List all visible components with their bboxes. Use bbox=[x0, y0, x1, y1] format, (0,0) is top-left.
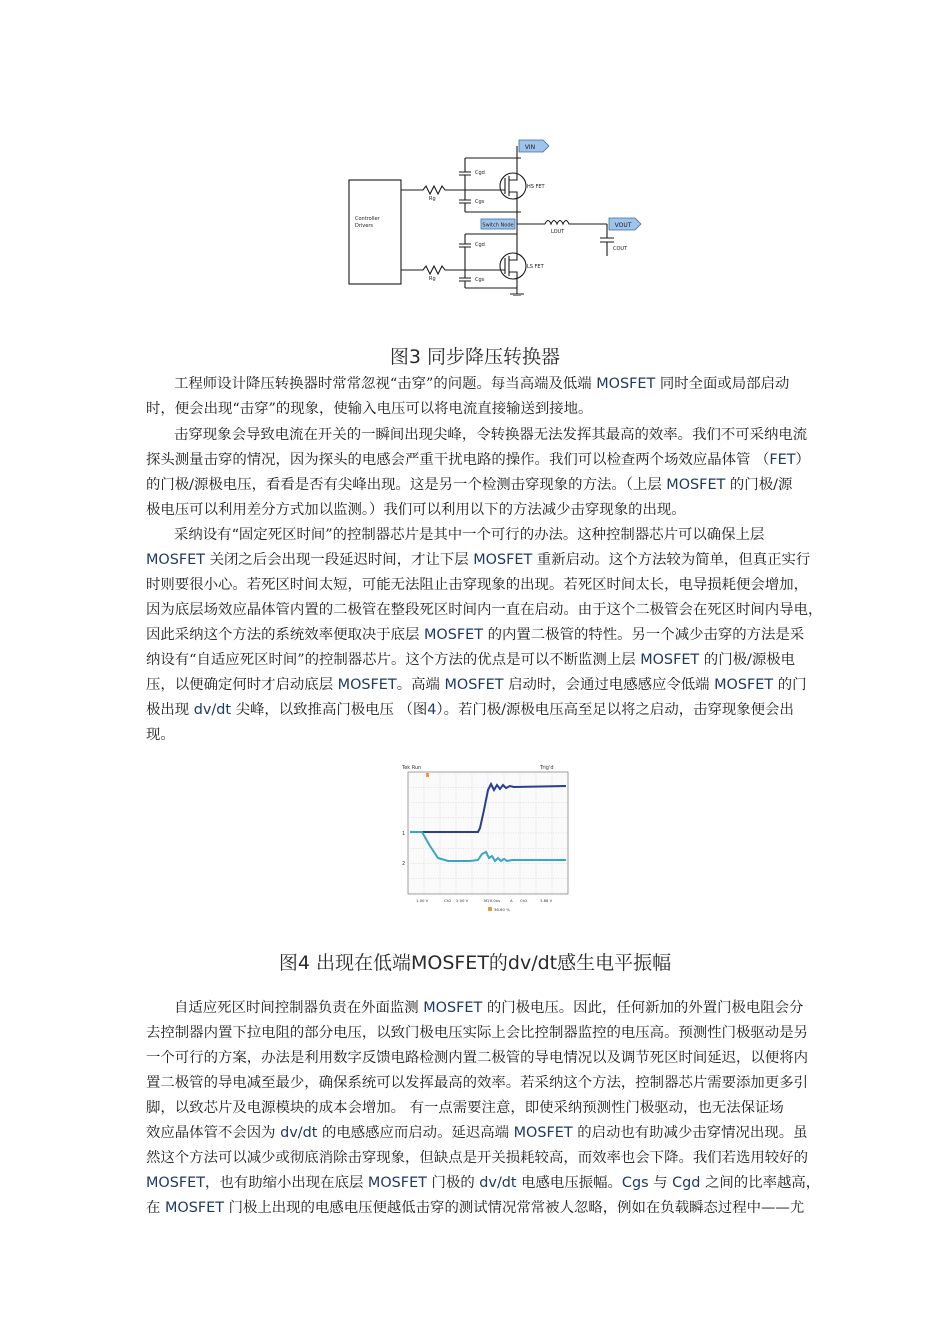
controller-box bbox=[349, 180, 401, 284]
scope-header-left: Tek Run bbox=[402, 765, 422, 771]
scope-footer-item: A bbox=[510, 898, 513, 903]
text-line bbox=[146, 1171, 821, 1196]
text-line bbox=[146, 1046, 812, 1071]
lout-label: LOUT bbox=[551, 229, 565, 235]
buck-converter-schematic bbox=[345, 136, 645, 296]
text-run: 电感电压振幅。 bbox=[516, 1175, 622, 1191]
scope-footer-item: 3.88 V bbox=[540, 898, 553, 903]
text-run: 因为底层场效应晶体管内置的二极管在整段死区时间内一直在启动。由于这个二极管会在死区时间内导电， bbox=[146, 602, 823, 618]
trigger-readout: 36.60 % bbox=[494, 907, 510, 912]
rg-hs-label: Rg bbox=[429, 196, 436, 202]
text-run: 探头测量击穿的情况，因为探头的电感会严重干扰电路的操作。我们可以检查两个场效应晶体管 （ bbox=[146, 452, 770, 468]
text-run: ，也有助缩小出现在底层 bbox=[205, 1175, 368, 1191]
text-run: 工程师设计降压转换器时常常忽视“击穿”的问题。每当高端及低端 bbox=[174, 376, 597, 392]
text-run: MOSFET bbox=[146, 552, 206, 568]
rg-ls-label: Rg bbox=[429, 276, 436, 282]
scope-footer-item: M20.0ns bbox=[484, 898, 501, 903]
vout-label: VOUT bbox=[614, 222, 632, 229]
text-run: 去控制器内置下拉电阻的部分电压，以致门极电压实际上会比控制器监控的电压高。预测性门极驱动是另 bbox=[146, 1025, 808, 1041]
switch-node-label: Switch Node bbox=[482, 222, 514, 229]
text-run: 采纳设有“固定死区时间”的控制器芯片是其中一个可行的办法。这种控制器芯片可以确保上层 bbox=[174, 527, 765, 543]
controller-label-2: Drivers bbox=[355, 223, 373, 229]
cgd-ls-label: Cgd bbox=[475, 242, 485, 248]
text-run: MOSFET bbox=[596, 376, 656, 392]
text-run: dv/dt bbox=[193, 702, 232, 718]
text-run: 之间的比率越高， bbox=[700, 1175, 821, 1191]
text-line bbox=[146, 473, 812, 498]
text-run: 自适应死区时间控制器负责在外面监测 bbox=[174, 1000, 424, 1016]
text-run: 的门 bbox=[773, 677, 807, 693]
text-run: 尖峰，以致推高门极电压 （图 bbox=[231, 702, 428, 718]
text-line bbox=[146, 423, 812, 448]
text-run: 极出现 bbox=[146, 702, 194, 718]
text-line bbox=[146, 623, 812, 648]
text-run: MOSFET bbox=[444, 677, 504, 693]
text-line bbox=[146, 996, 812, 1021]
text-run: 的门极电压。因此，任何新加的外置门极电阻会分 bbox=[482, 1000, 804, 1016]
text-run: 纳设有“自适应死区时间”的控制器芯片。这个方法的优点是可以不断监测上层 bbox=[146, 652, 641, 668]
cout-label: COUT bbox=[613, 246, 628, 252]
text-line bbox=[146, 1071, 812, 1096]
text-run: ）。若门极/源极电压高至足以将之启动，击穿现象便会出 bbox=[436, 702, 794, 718]
text-run: MOSFET bbox=[146, 1175, 206, 1191]
text-line bbox=[146, 498, 812, 523]
text-run: 。高端 bbox=[396, 677, 445, 693]
text-run: Cgs bbox=[621, 1175, 649, 1191]
text-run: 的启动也有助减少击穿情况出现。虽 bbox=[572, 1125, 808, 1141]
text-run: 的内置二极管的特性。另一个减少击穿的方法是采 bbox=[483, 627, 805, 643]
text-run: MOSFET bbox=[424, 627, 484, 643]
switch-node-tag bbox=[481, 219, 515, 229]
text-line bbox=[146, 598, 823, 623]
text-run: 门极上出现的电感电压便越低击穿的测试情况常常被人忽略，例如在负载瞬态过程中——尤 bbox=[224, 1200, 805, 1216]
text-line bbox=[146, 397, 812, 422]
trigger-readout-icon bbox=[488, 907, 492, 911]
text-run: 的门极/源 bbox=[725, 477, 793, 493]
text-run: 同时全面或局部启动 bbox=[655, 376, 790, 392]
text-line bbox=[146, 1121, 812, 1146]
text-run: 脚，以致芯片及电源模块的成本会增加。 有一点需要注意，即使采纳预测性门极驱动，也无法保证场 bbox=[146, 1100, 784, 1116]
text-run: MOSFET bbox=[473, 552, 533, 568]
vout-node-tag bbox=[609, 218, 641, 230]
vin-node-tag bbox=[519, 140, 549, 152]
text-run: MOSFET bbox=[164, 1200, 225, 1216]
text-line bbox=[146, 372, 812, 397]
cgs-hs-label: Cgs bbox=[475, 199, 485, 205]
paragraph-2 bbox=[146, 423, 812, 523]
text-line bbox=[146, 1146, 812, 1171]
text-run: FET bbox=[769, 452, 796, 468]
text-run: MOSFET bbox=[666, 477, 726, 493]
trigger-marker-icon bbox=[426, 773, 429, 777]
text-run: dv/dt bbox=[479, 1175, 517, 1191]
text-line bbox=[146, 698, 812, 723]
oscilloscope-capture bbox=[400, 762, 576, 916]
text-run: 启动时，会通过电感感应令低端 bbox=[503, 677, 715, 693]
text-run: Cgd bbox=[672, 1175, 701, 1191]
paragraph-4 bbox=[146, 996, 821, 1221]
text-run: 置二极管的导电减至最少，确保系统可以发挥最高的效率。若采纳这个方法，控制器芯片需要添加更多引 bbox=[146, 1075, 808, 1091]
scope-header-right: Trig'd bbox=[540, 765, 554, 771]
vin-label: VIN bbox=[524, 144, 536, 151]
ch2-marker: 2 bbox=[402, 861, 406, 867]
text-run: 极电压可以利用差分方式加以监测。）我们可以利用以下的方法减少击穿现象的出现。 bbox=[146, 502, 686, 518]
scope-footer-item: Ch2 bbox=[444, 898, 452, 903]
text-line bbox=[146, 723, 812, 748]
text-run: MOSFET bbox=[367, 1175, 427, 1191]
ls-fet-label: LS FET bbox=[527, 264, 544, 270]
text-run: 与 bbox=[648, 1175, 673, 1191]
text-run: MOSFET bbox=[714, 677, 774, 693]
text-run: 的门极/源极电 bbox=[699, 652, 796, 668]
scope-footer-item: Ch2 bbox=[520, 898, 528, 903]
text-run: 一个可行的方案，办法是利用数字反馈电路检测内置二极管的导电情况以及调节死区时间延迟，以便将内 bbox=[146, 1050, 808, 1066]
text-run: MOSFET bbox=[337, 677, 397, 693]
text-run: MOSFET bbox=[640, 652, 700, 668]
text-line bbox=[146, 448, 812, 473]
text-run: 压，以便确定何时才启动底层 bbox=[146, 677, 338, 693]
text-run: 关闭之后会出现一段延迟时间，才让下层 bbox=[205, 552, 474, 568]
text-line bbox=[146, 648, 812, 673]
scope-footer-item: 2.00 V bbox=[456, 898, 469, 903]
text-line bbox=[146, 1196, 812, 1221]
text-run: 现。 bbox=[146, 727, 175, 743]
text-run: MOSFET bbox=[513, 1125, 573, 1141]
text-run: 的电感感应而启动。延迟高端 bbox=[317, 1125, 514, 1141]
scope-footer-item: 1.00 V bbox=[416, 898, 429, 903]
text-run: dv/dt bbox=[280, 1125, 318, 1141]
paragraph-1 bbox=[146, 372, 812, 422]
text-run: 门极的 bbox=[426, 1175, 480, 1191]
text-line bbox=[146, 1021, 812, 1046]
text-run: 在 bbox=[146, 1200, 165, 1216]
text-run: 效应晶体管不会因为 bbox=[146, 1125, 281, 1141]
text-line bbox=[146, 548, 812, 573]
text-line bbox=[146, 1096, 812, 1121]
figure3-caption: 图3 同步降压转换器 bbox=[389, 346, 561, 368]
text-run: ） bbox=[795, 452, 810, 468]
text-run: 重新启动。这个方法较为简单，但真正实行 bbox=[532, 552, 811, 568]
text-run: 击穿现象会导致电流在开关的一瞬间出现尖峰，令转换器无法发挥其最高的效率。我们不可采纳电流 bbox=[174, 427, 808, 443]
text-run: 时则要很小心。若死区时间太短，可能无法阻止击穿现象的出现。若死区时间太长，电导损耗便会增加， bbox=[146, 577, 808, 593]
cgs-ls-label: Cgs bbox=[475, 277, 485, 283]
text-run: 因此采纳这个方法的系统效率便取决于底层 bbox=[146, 627, 424, 643]
text-line bbox=[146, 673, 812, 698]
cgd-hs-label: Cgd bbox=[475, 170, 485, 176]
text-run: 然这个方法可以减少或彻底消除击穿现象，但缺点是开关损耗较高，而效率也会下降。我们若选用较好的 bbox=[146, 1150, 808, 1166]
text-run: MOSFET bbox=[423, 1000, 483, 1016]
text-run: 时，便会出现“击穿”的现象，使输入电压可以将电流直接输送到接地。 bbox=[146, 401, 593, 417]
hs-fet-label: HS FET bbox=[527, 184, 545, 190]
ch1-marker: 1 bbox=[402, 831, 406, 837]
controller-label-1: Controller bbox=[355, 216, 380, 222]
text-line bbox=[146, 523, 812, 548]
text-run: 4 bbox=[427, 702, 437, 718]
paragraph-3 bbox=[146, 523, 823, 748]
figure4-caption: 图4 出现在低端MOSFET的dv/dt感生电平振幅 bbox=[278, 952, 672, 974]
text-line bbox=[146, 573, 812, 598]
text-run: 的门极/源极电压，看看是否有尖峰出现。这是另一个检测击穿现象的方法。（上层 bbox=[146, 477, 667, 493]
